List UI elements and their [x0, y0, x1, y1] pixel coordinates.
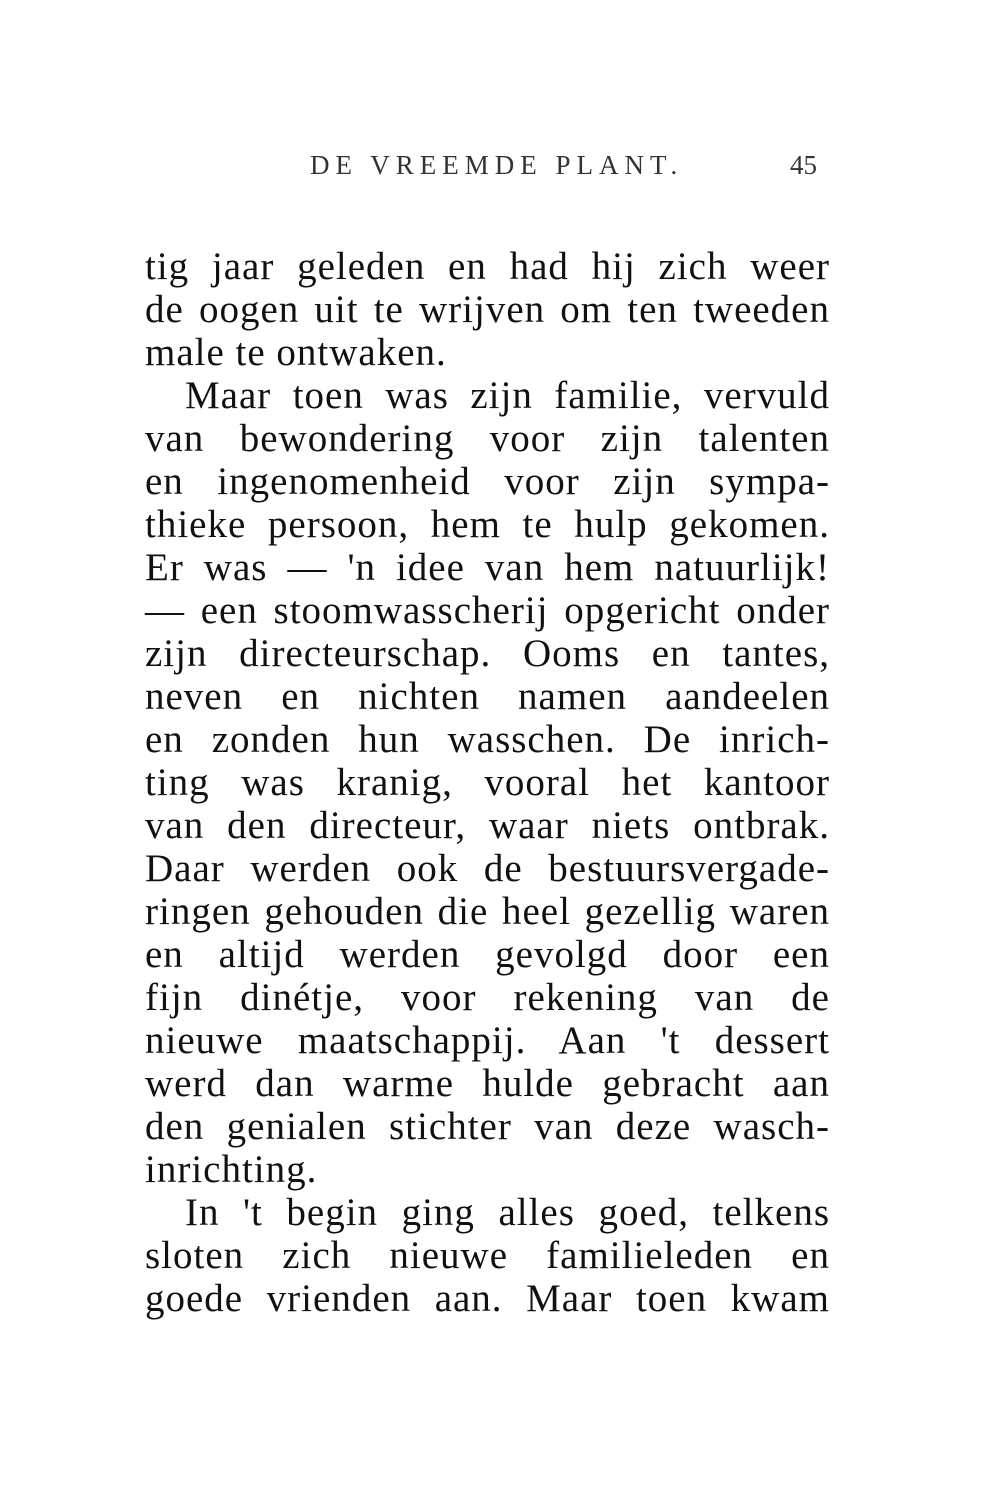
text-line: Daar werden ook de bestuursvergade- [145, 847, 830, 890]
text-line: ringen gehouden die heel gezellig waren [145, 890, 830, 933]
text-line: sloten zich nieuwe familieleden en [145, 1234, 830, 1277]
text-line: nieuwe maatschappij. Aan 't dessert [145, 1019, 830, 1062]
text-line: Maar toen was zijn familie, vervuld [185, 374, 830, 417]
text-line: de oogen uit te wrijven om ten tweeden [145, 288, 830, 331]
text-line: — een stoomwasscherij opgericht onder [145, 589, 830, 632]
running-title: DE VREEMDE PLANT. [310, 150, 684, 180]
page-number: 45 [790, 150, 817, 180]
text-line: den genialen stichter van deze wasch- [145, 1105, 830, 1148]
text-line: tig jaar geleden en had hij zich weer [145, 245, 830, 288]
text-line: fijn dinétje, voor rekening van de [145, 976, 830, 1019]
text-line: inrichting. [145, 1148, 318, 1191]
text-line: ting was kranig, vooral het kantoor [145, 761, 830, 804]
text-line: In 't begin ging alles goed, telkens [185, 1191, 830, 1234]
text-line: neven en nichten namen aandeelen [145, 675, 830, 718]
text-line: male te ontwaken. [145, 331, 447, 374]
text-line: goede vrienden aan. Maar toen kwam [145, 1277, 830, 1320]
text-line: zijn directeurschap. Ooms en tantes, [145, 632, 830, 675]
text-line: en ingenomenheid voor zijn sympa- [145, 460, 830, 503]
text-line: thieke persoon, hem te hulp gekomen. [145, 503, 830, 546]
text-line: Er was — 'n idee van hem natuurlijk! [145, 546, 830, 589]
text-line: en zonden hun wasschen. De inrich- [145, 718, 830, 761]
text-line: van bewondering voor zijn talenten [145, 417, 830, 460]
text-line: en altijd werden gevolgd door een [145, 933, 830, 976]
text-line: werd dan warme hulde gebracht aan [145, 1062, 830, 1105]
text-line: van den directeur, waar niets ontbrak. [145, 804, 830, 847]
